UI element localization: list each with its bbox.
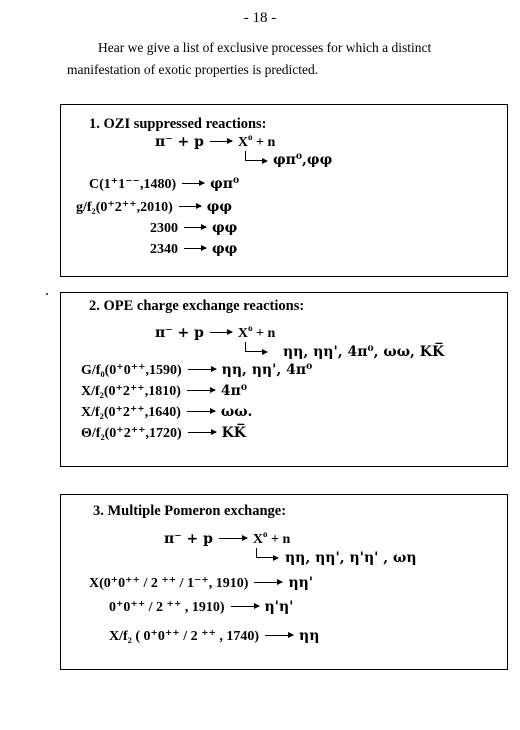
process-product: ηη' bbox=[288, 575, 314, 591]
table-row bbox=[81, 362, 312, 379]
intro-line-2: manifestation of exotic properties is predicted. bbox=[67, 62, 319, 77]
decay-products: φπ⁰,φφ bbox=[273, 152, 333, 168]
arrow-icon bbox=[188, 432, 216, 433]
section-ope-box bbox=[60, 292, 508, 467]
table-row bbox=[81, 404, 252, 421]
process-product: φφ bbox=[212, 241, 238, 257]
reaction-rest: + n bbox=[271, 532, 291, 547]
process-name: X/f₂ ( 0⁺0⁺⁺ / 2 ⁺⁺ , 1740) bbox=[109, 629, 260, 644]
table-row bbox=[89, 575, 313, 592]
process-name: 2300 bbox=[150, 221, 178, 236]
reaction-x: X bbox=[237, 135, 249, 150]
table-row bbox=[89, 176, 239, 193]
arrow-icon bbox=[184, 227, 206, 228]
arrow-icon bbox=[231, 606, 259, 607]
process-product: ηη bbox=[299, 628, 320, 644]
reaction-rest: + n bbox=[256, 326, 276, 341]
decay-products: ηη, ηη', η'η' , ωη bbox=[285, 550, 417, 566]
arrow-icon bbox=[182, 183, 204, 184]
process-product: KK̅ bbox=[221, 425, 246, 441]
arrow-icon bbox=[184, 248, 206, 249]
table-row bbox=[109, 599, 293, 616]
process-name: C(1⁺1⁻⁻,1480) bbox=[89, 177, 177, 192]
arrow-icon bbox=[254, 582, 282, 583]
arrow-icon bbox=[210, 141, 232, 142]
arrow-icon bbox=[188, 369, 216, 370]
reaction-line: π⁻ + p $X^o + n$ bbox=[164, 529, 291, 547]
arrow-icon bbox=[179, 206, 201, 207]
section-pomeron-box bbox=[60, 494, 508, 670]
reaction-lhs: π⁻ + p bbox=[164, 531, 213, 547]
process-product: φφ bbox=[212, 220, 238, 236]
arrow-icon bbox=[187, 411, 215, 412]
process-product: φφ bbox=[206, 199, 233, 215]
section-title: 3. Multiple Pomeron exchange: bbox=[93, 503, 287, 519]
arrow-icon bbox=[187, 390, 215, 391]
table-row bbox=[109, 628, 319, 645]
process-product: φπ⁰ bbox=[210, 176, 240, 192]
decay-arrow-icon bbox=[256, 548, 273, 558]
process-name: 2340 bbox=[150, 242, 178, 257]
arrow-icon bbox=[219, 538, 247, 539]
arrow-icon bbox=[210, 332, 232, 333]
stray-dot bbox=[46, 293, 48, 295]
table-row bbox=[150, 241, 237, 258]
process-product: η'η' bbox=[264, 599, 294, 615]
section-title: 1. OZI suppressed reactions: bbox=[89, 116, 267, 132]
process-name: 0⁺0⁺⁺ / 2 ⁺⁺ , 1910) bbox=[109, 600, 225, 615]
process-name: X(0⁺0⁺⁺ / 2 ⁺⁺ / 1⁻⁺, 1910) bbox=[89, 576, 249, 591]
process-name: X/f₂(0⁺2⁺⁺,1810) bbox=[81, 384, 181, 399]
reaction-x: X bbox=[237, 326, 249, 341]
reaction-rest: + n bbox=[256, 135, 276, 150]
decay-products: ηη, ηη', 4π⁰, ωω, KK̅ bbox=[283, 344, 445, 360]
table-row bbox=[76, 199, 232, 216]
process-product: ωω. bbox=[220, 404, 253, 420]
intro-line-1: Hear we give a list of exclusive processes for which a distinct bbox=[98, 40, 432, 55]
decay-arrow-icon bbox=[245, 342, 262, 352]
process-name: Θ/f₂(0⁺2⁺⁺,1720) bbox=[81, 426, 182, 441]
table-row bbox=[81, 425, 246, 442]
process-product: 4π⁰ bbox=[220, 383, 247, 399]
table-row bbox=[81, 383, 247, 400]
reaction-lhs: π⁻ + p bbox=[155, 134, 204, 150]
section-ozi-box bbox=[60, 104, 508, 277]
reaction-line: π⁻ + p $X^o + n$ bbox=[155, 323, 276, 341]
reaction-x: X bbox=[252, 532, 264, 547]
page-number: - 18 - bbox=[243, 10, 277, 26]
arrow-icon bbox=[265, 635, 293, 636]
decay-arrow-icon bbox=[245, 151, 262, 161]
process-name: X/f₂(0⁺2⁺⁺,1640) bbox=[81, 405, 181, 420]
process-name: g/f₂(0⁺2⁺⁺,2010) bbox=[76, 200, 173, 215]
reaction-line: π⁻ + p $X^o + n$ bbox=[155, 132, 276, 150]
process-product: ηη, ηη', 4π⁰ bbox=[221, 362, 313, 378]
reaction-lhs: π⁻ + p bbox=[155, 325, 204, 341]
table-row bbox=[150, 220, 237, 237]
process-name: G/f₀(0⁺0⁺⁺,1590) bbox=[81, 363, 182, 378]
section-title: 2. OPE charge exchange reactions: bbox=[89, 298, 305, 314]
